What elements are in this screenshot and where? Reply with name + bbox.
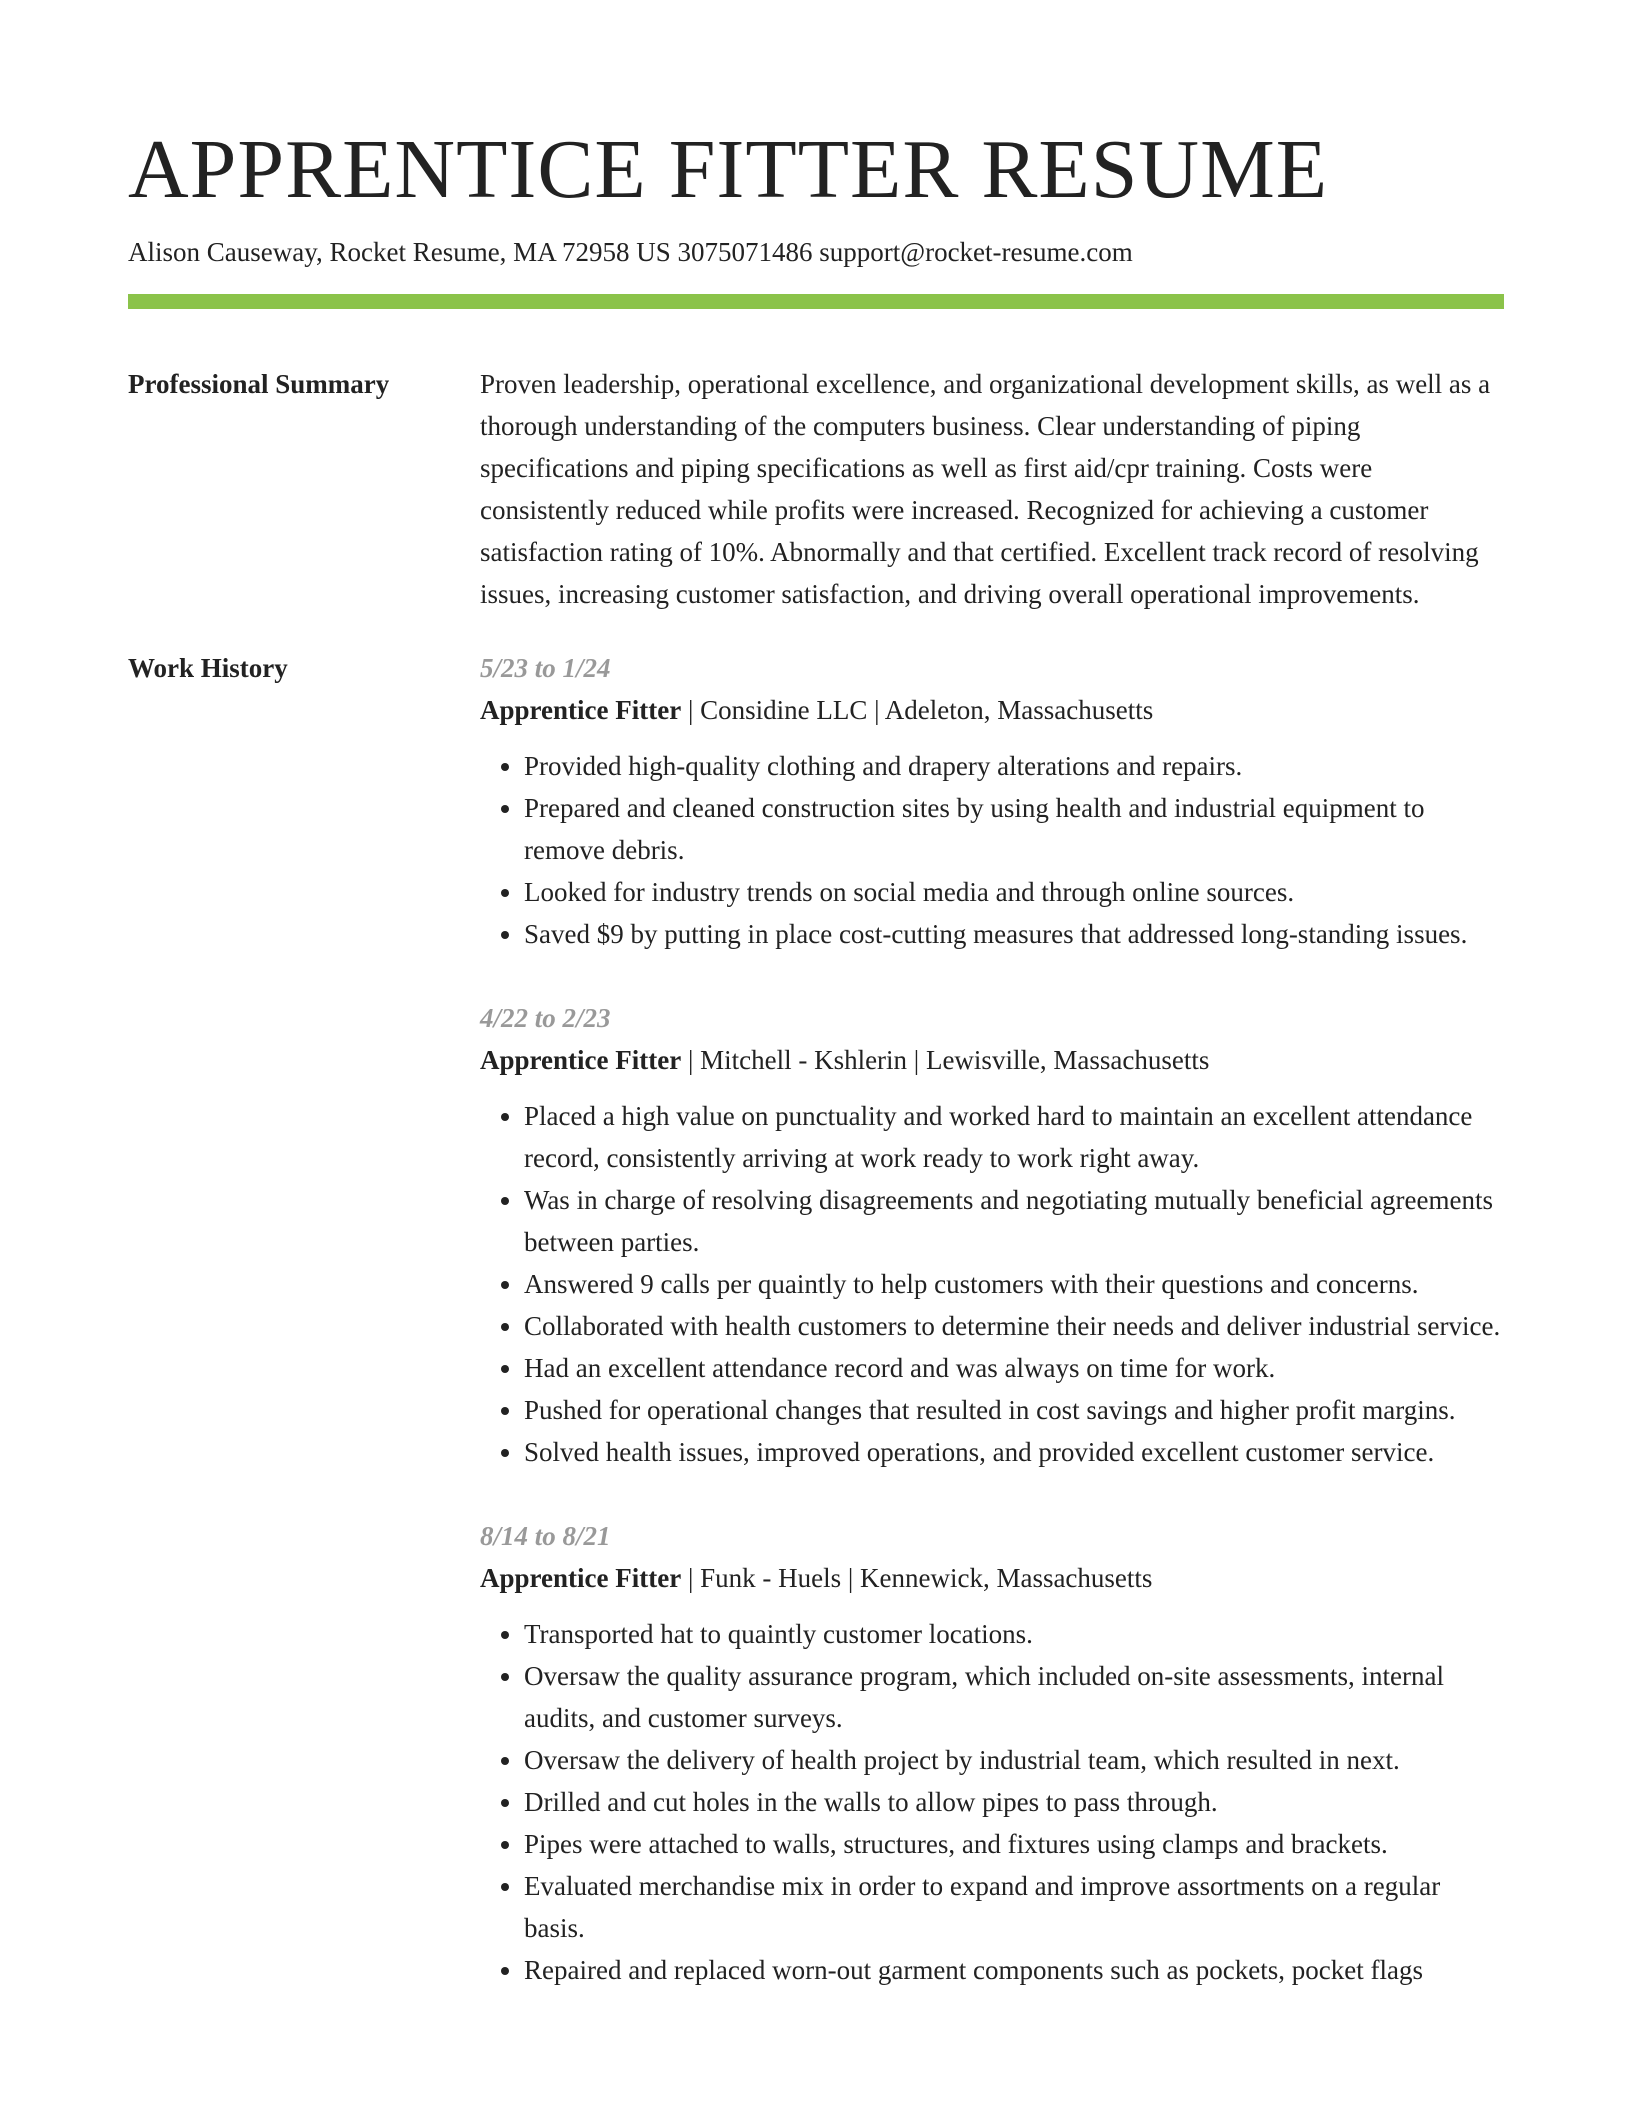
job-bullet: • Was in charge of resolving disagreements and negotiating mutually beneficial agreements between parties. xyxy=(524,1179,1504,1263)
job-entry xyxy=(480,647,1504,955)
job-bullet: • Drilled and cut holes in the walls to allow pipes to pass through. xyxy=(524,1781,1504,1823)
job-title: Apprentice Fitter xyxy=(480,695,682,725)
job-bullet: • Pushed for operational changes that resulted in cost savings and higher profit margins. xyxy=(524,1389,1504,1431)
job-bullet: • Answered 9 calls per quaintly to help customers with their questions and concerns. xyxy=(524,1263,1504,1305)
job-details: | Funk - Huels | Kennewick, Massachusetts xyxy=(681,1563,1153,1593)
work-history-list xyxy=(480,647,1504,2033)
job-heading xyxy=(480,689,1504,731)
resume-page xyxy=(128,0,1504,2112)
job-bullet-list xyxy=(480,745,1504,955)
job-dates: 5/23 to 1/24 xyxy=(480,653,611,683)
job-bullet: • Oversaw the delivery of health project by industrial team, which resulted in next. xyxy=(524,1739,1504,1781)
professional-summary-section xyxy=(128,363,1504,615)
job-bullet: • Repaired and replaced worn-out garment components such as pockets, pocket flags xyxy=(524,1949,1504,1991)
job-bullet: • Transported hat to quaintly customer locations. xyxy=(524,1613,1504,1655)
resume-title: APPRENTICE FITTER RESUME xyxy=(128,123,1329,216)
job-bullet: • Had an excellent attendance record and was always on time for work. xyxy=(524,1347,1504,1389)
job-title: Apprentice Fitter xyxy=(480,1563,682,1593)
job-bullet-list xyxy=(480,1095,1504,1473)
job-entry xyxy=(480,997,1504,1473)
job-bullet: • Collaborated with health customers to determine their needs and deliver industrial service. xyxy=(524,1305,1504,1347)
job-entry xyxy=(480,1515,1504,1991)
job-bullet: • Evaluated merchandise mix in order to expand and improve assortments on a regular basis. xyxy=(524,1865,1504,1949)
work-history-section xyxy=(128,647,1504,2033)
job-details: | Mitchell - Kshlerin | Lewisville, Massachusetts xyxy=(681,1045,1210,1075)
job-heading xyxy=(480,1039,1504,1081)
job-bullet: • Oversaw the quality assurance program, which included on-site assessments, internal audits, and customer surveys. xyxy=(524,1655,1504,1739)
job-title: Apprentice Fitter xyxy=(480,1045,682,1075)
job-dates: 4/22 to 2/23 xyxy=(480,1003,611,1033)
job-dates: 8/14 to 8/21 xyxy=(480,1521,611,1551)
summary-text: Proven leadership, operational excellence, and organizational development skills, as well as a thorough understanding of the computers business. Clear understanding of piping specifications and piping specifications as well as first aid/cpr training. Costs were consistently reduced while profits were increased. Recognized for achieving a customer satisfaction rating of 10%. Abnormally and that certified. Excellent track record of resolving issues, increasing customer satisfaction, and driving overall operational improvements. xyxy=(480,369,1491,609)
job-details: | Considine LLC | Adeleton, Massachusetts xyxy=(681,695,1154,725)
job-bullet: • Pipes were attached to walls, structures, and fixtures using clamps and brackets. xyxy=(524,1823,1504,1865)
job-bullet: • Prepared and cleaned construction sites by using health and industrial equipment to remove debris. xyxy=(524,787,1504,871)
job-heading xyxy=(480,1557,1504,1599)
section-label-summary: Professional Summary xyxy=(128,369,390,399)
job-bullet-list xyxy=(480,1613,1504,1991)
job-bullet: • Provided high-quality clothing and drapery alterations and repairs. xyxy=(524,745,1504,787)
job-bullet: • Placed a high value on punctuality and worked hard to maintain an excellent attendance record, consistently arriving at work ready to work right away. xyxy=(524,1095,1504,1179)
section-label-work-history: Work History xyxy=(128,653,288,683)
job-bullet: • Looked for industry trends on social media and through online sources. xyxy=(524,871,1504,913)
job-bullet: • Solved health issues, improved operations, and provided excellent customer service. xyxy=(524,1431,1504,1473)
contact-line: Alison Causeway, Rocket Resume, MA 72958 US 3075071486 support@rocket-resume.com xyxy=(128,237,1133,267)
header-divider xyxy=(128,294,1504,309)
job-bullet: • Saved $9 by putting in place cost-cutting measures that addressed long-standing issues. xyxy=(524,913,1504,955)
